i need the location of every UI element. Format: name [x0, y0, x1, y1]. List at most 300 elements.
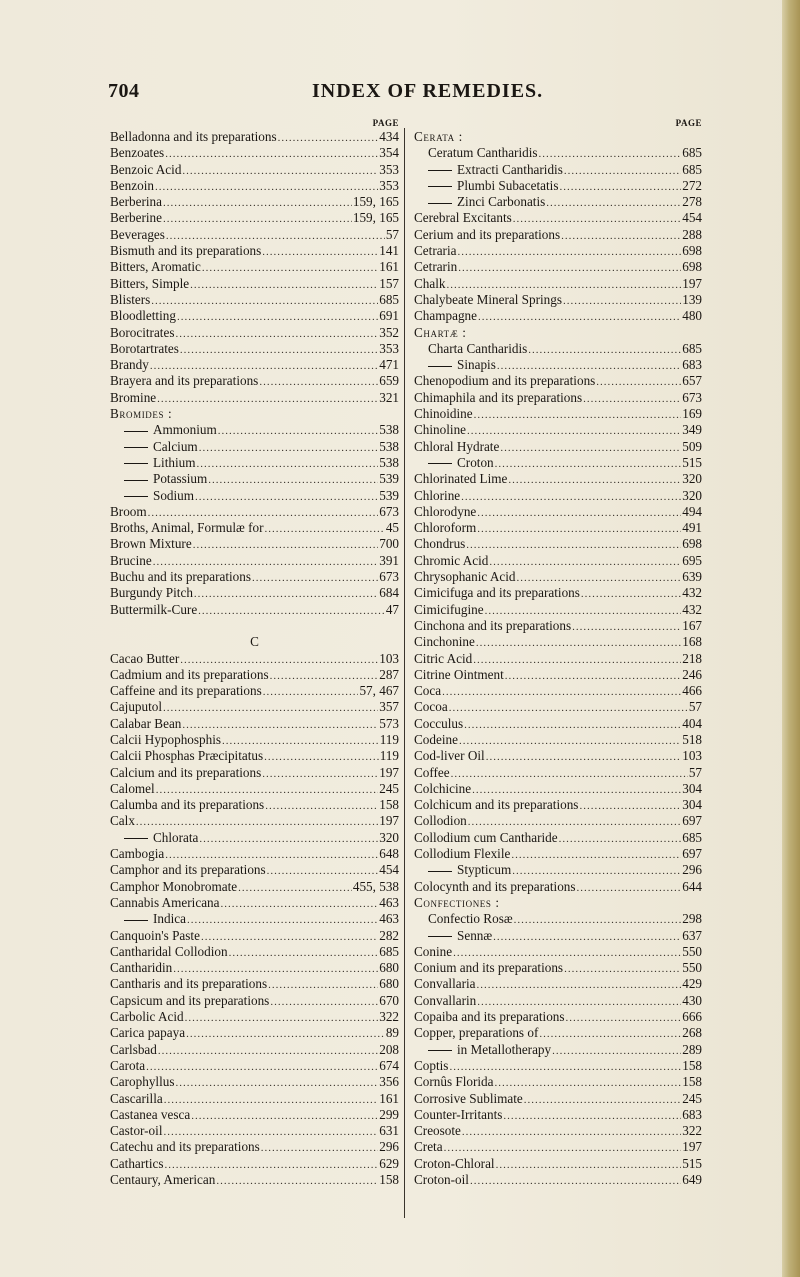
index-entry	[414, 357, 702, 373]
index-entry-page: 670	[379, 992, 399, 1008]
dot-leader	[462, 1124, 681, 1139]
index-entry-label	[414, 194, 545, 210]
index-entry	[110, 683, 399, 699]
index-entry-label	[414, 276, 446, 292]
index-entry	[110, 928, 399, 944]
index-entry-text: Cannabis Americana	[110, 894, 220, 910]
index-entry-label	[414, 765, 450, 781]
index-entry-page: 550	[682, 943, 702, 959]
index-entry-page: 245	[379, 780, 399, 796]
index-entry-text: Calcii Phosphas Præcipitatus	[110, 748, 264, 764]
index-entry-label	[414, 1139, 443, 1155]
index-entry-label	[110, 129, 277, 145]
index-entry-page: 466	[682, 683, 702, 699]
index-entry-label	[414, 748, 485, 764]
index-entry-text: Cambogia	[110, 846, 165, 862]
index-entry-page: 320	[682, 487, 702, 503]
ditto-dash	[124, 447, 148, 448]
index-entry	[110, 145, 399, 161]
index-entry-label	[414, 976, 476, 992]
index-entry-page: 322	[682, 1123, 702, 1139]
dot-leader	[182, 717, 378, 732]
dot-leader	[477, 505, 681, 520]
dot-leader	[559, 179, 681, 194]
index-entry	[110, 357, 399, 373]
dot-leader	[514, 912, 682, 927]
index-entry-page: 539	[379, 487, 399, 503]
dot-leader	[579, 798, 681, 813]
index-entry	[414, 439, 702, 455]
index-entry-text: in Metallotherapy	[457, 1041, 552, 1057]
index-entry-label	[414, 455, 494, 471]
dot-leader	[267, 863, 379, 878]
index-entry-label	[110, 895, 220, 911]
index-entry-text: Confectio Rosæ	[428, 911, 513, 927]
dot-leader	[262, 244, 378, 259]
index-entry-page: 245	[682, 1090, 702, 1106]
index-entry-text: Bismuth and its preparations	[110, 243, 262, 259]
index-entry-text: Bitters, Aromatic	[110, 259, 201, 275]
index-entry-label	[414, 602, 484, 618]
index-entry	[414, 732, 702, 748]
index-entry-text: Croton-Chloral	[414, 1155, 495, 1171]
index-entry-text: Cinchona and its preparations	[414, 617, 572, 633]
index-entry-text: Brucine	[110, 552, 152, 568]
index-entry-page: 47	[385, 601, 399, 617]
index-entry-text: Coptis	[414, 1057, 449, 1073]
dot-leader	[268, 977, 378, 992]
index-entry	[110, 488, 399, 504]
index-entry	[110, 699, 399, 715]
index-entry-page: 680	[379, 960, 399, 976]
index-entry-page: 57, 467	[359, 683, 399, 699]
index-entry	[414, 390, 702, 406]
dot-leader	[155, 179, 378, 194]
index-entry-page: 691	[379, 308, 399, 324]
index-entry-page: 695	[682, 552, 702, 568]
index-entry-text: Cerebral Excitants	[414, 210, 512, 226]
index-entry-page: 287	[379, 666, 399, 682]
index-entry-text: Centaury, American	[110, 1172, 216, 1187]
index-entry	[414, 960, 702, 976]
right-index-list	[414, 129, 702, 1188]
dot-leader	[185, 1010, 379, 1025]
dot-leader	[202, 260, 378, 275]
index-section-heading	[414, 895, 702, 911]
dot-leader	[561, 228, 681, 243]
index-entry-text: Brandy	[110, 357, 149, 373]
index-entry	[414, 227, 702, 243]
index-entry-page: 629	[379, 1155, 399, 1171]
index-section-heading	[414, 129, 702, 145]
index-entry-label	[414, 292, 562, 308]
index-entry	[414, 813, 702, 829]
index-entry	[414, 976, 702, 992]
index-entry-label	[110, 1156, 163, 1172]
dot-leader	[148, 505, 379, 520]
index-entry-page: 246	[682, 666, 702, 682]
index-entry	[414, 830, 702, 846]
index-entry	[414, 243, 702, 259]
ditto-dash	[428, 936, 452, 937]
index-entry-label	[110, 732, 221, 748]
dot-leader	[449, 1059, 681, 1074]
index-letter-heading	[110, 634, 399, 650]
index-entry-page: 322	[379, 1009, 399, 1025]
index-entry	[414, 276, 702, 292]
index-entry-page: 674	[379, 1057, 399, 1073]
index-entry-text: Bromides :	[110, 406, 173, 422]
index-entry-label	[414, 1123, 461, 1139]
index-entry-text: Plumbi Subacetatis	[457, 177, 559, 193]
index-entry-label	[110, 406, 172, 422]
index-entry	[414, 1074, 702, 1090]
left-column-heading: PAGE	[372, 118, 399, 128]
index-entry-page: 57	[688, 699, 702, 715]
index-entry	[110, 390, 399, 406]
dot-leader	[191, 1108, 378, 1123]
dot-leader	[459, 733, 681, 748]
index-entry-page: 698	[682, 243, 702, 259]
ditto-dash	[428, 366, 452, 367]
index-entry-page: 141	[379, 243, 399, 259]
index-entry	[110, 651, 399, 667]
index-entry-label	[110, 651, 179, 667]
index-entry-text: Cetraria	[414, 243, 457, 259]
index-entry-page: 168	[682, 634, 702, 650]
index-entry-page: 685	[682, 340, 702, 356]
dot-leader	[489, 554, 681, 569]
dot-leader	[166, 228, 385, 243]
index-entry-page: 700	[379, 536, 399, 552]
index-entry	[414, 308, 702, 324]
index-entry	[110, 373, 399, 389]
index-entry-text: Caffeine and its preparations	[110, 683, 262, 699]
index-entry-page: 685	[379, 943, 399, 959]
index-entry-text: Chlorinated Lime	[414, 471, 508, 487]
index-entry-text: Cathartics	[110, 1155, 164, 1171]
index-entry-page: 356	[379, 1074, 399, 1090]
dot-leader	[259, 374, 378, 389]
index-entry	[414, 162, 702, 178]
index-entry-label	[414, 259, 457, 275]
index-entry-text: Potassium	[153, 471, 208, 487]
dot-leader	[262, 766, 378, 781]
index-entry	[414, 618, 702, 634]
index-entry	[110, 993, 399, 1009]
index-entry-text: Camphor Monobromate	[110, 878, 238, 894]
index-entry-text: Carbolic Acid	[110, 1009, 184, 1025]
index-entry-label	[110, 227, 165, 243]
ditto-dash	[124, 496, 148, 497]
index-entry	[110, 1091, 399, 1107]
index-entry-text: Bromine	[110, 389, 157, 405]
index-entry-label	[110, 928, 200, 944]
dot-leader	[473, 652, 681, 667]
index-entry-label	[414, 618, 571, 634]
dot-leader	[157, 391, 378, 406]
index-entry-page: 304	[682, 780, 702, 796]
index-entry-label	[110, 716, 181, 732]
ditto-dash	[428, 871, 452, 872]
index-entry-page: 159, 165	[352, 194, 399, 210]
dot-leader	[552, 1043, 681, 1058]
dot-leader	[449, 700, 688, 715]
right-column-heading: PAGE	[675, 118, 702, 128]
index-entry	[110, 585, 399, 601]
index-entry-label	[414, 536, 465, 552]
dot-leader	[156, 782, 379, 797]
dot-leader	[164, 1092, 378, 1107]
index-entry	[414, 911, 702, 927]
index-entry-text: Castor-oil	[110, 1123, 163, 1139]
dot-leader	[572, 619, 681, 634]
index-entry-label	[110, 1123, 162, 1139]
index-entry	[414, 1042, 702, 1058]
index-entry-page: 683	[682, 1106, 702, 1122]
index-entry-page: 429	[682, 976, 702, 992]
dot-leader	[581, 586, 681, 601]
dot-leader	[218, 423, 378, 438]
dot-leader	[577, 880, 682, 895]
index-entry-label	[414, 308, 477, 324]
dot-leader	[194, 586, 378, 601]
index-entry-text: Belladonna and its preparations	[110, 129, 277, 144]
ditto-dash	[124, 480, 148, 481]
index-entry-label	[414, 716, 463, 732]
dot-leader	[457, 244, 681, 259]
index-entry	[110, 422, 399, 438]
index-entry-page: 119	[379, 731, 399, 747]
index-entry-page: 272	[682, 177, 702, 193]
dot-leader	[444, 1140, 682, 1155]
index-entry-page: 480	[682, 308, 702, 324]
index-entry-text: Broom	[110, 503, 147, 519]
dot-leader	[461, 489, 681, 504]
index-entry	[110, 129, 399, 145]
index-entry-text: Cascarilla	[110, 1090, 163, 1106]
index-entry-text: Cadmium and its preparations	[110, 666, 269, 682]
index-entry-page: 208	[379, 1041, 399, 1057]
index-entry	[414, 259, 702, 275]
index-entry-text: Croton	[457, 454, 494, 470]
dot-leader	[466, 537, 681, 552]
index-entry-label	[414, 830, 558, 846]
index-entry-text: Chinoidine	[414, 406, 473, 422]
index-entry-label	[110, 944, 228, 960]
index-entry	[110, 781, 399, 797]
index-entry	[414, 781, 702, 797]
dot-leader	[539, 146, 682, 161]
index-entry-text: Ceratum Cantharidis	[428, 145, 538, 161]
index-entry-text: Collodion	[414, 813, 467, 829]
index-entry-text: Calumba and its preparations	[110, 797, 265, 813]
index-entry-text: Convallarin	[414, 992, 477, 1008]
index-entry	[110, 276, 399, 292]
index-entry-text: Copper, preparations of	[414, 1025, 539, 1041]
index-entry	[414, 1091, 702, 1107]
index-entry-text: Chondrus	[414, 536, 466, 552]
index-entry-page: 697	[682, 813, 702, 829]
dot-leader	[524, 1092, 681, 1107]
index-entry-label	[110, 390, 156, 406]
index-entry	[414, 716, 702, 732]
index-entry-text: Croton-oil	[414, 1172, 469, 1187]
index-entry	[110, 178, 399, 194]
index-entry-label	[414, 210, 512, 226]
index-entry	[414, 1172, 702, 1188]
dot-leader	[476, 635, 681, 650]
index-entry-label	[110, 439, 198, 455]
dot-leader	[270, 994, 378, 1009]
index-entry-text: Cerata :	[414, 129, 463, 144]
index-entry-page: 685	[682, 145, 702, 161]
dot-leader	[197, 456, 379, 471]
dot-leader	[528, 342, 681, 357]
index-entry-text: Conium and its preparations	[414, 960, 564, 976]
dot-leader	[190, 277, 378, 292]
index-entry-label	[110, 536, 192, 552]
index-entry-label	[110, 308, 176, 324]
dot-leader	[229, 945, 379, 960]
index-entry	[110, 1009, 399, 1025]
index-entry	[414, 569, 702, 585]
index-entry-text: Calcium and its preparations	[110, 764, 262, 780]
index-entry-label	[414, 1025, 538, 1041]
index-entry-page: 299	[379, 1106, 399, 1122]
dot-leader	[559, 831, 682, 846]
index-entry	[110, 259, 399, 275]
index-entry	[110, 716, 399, 732]
index-entry-page: 103	[682, 748, 702, 764]
dot-leader	[470, 1173, 681, 1188]
index-entry	[414, 520, 702, 536]
index-entry-label	[414, 504, 476, 520]
page-header	[0, 80, 770, 108]
index-entry-text: Carophyllus	[110, 1074, 175, 1090]
dot-leader	[500, 440, 681, 455]
index-entry-page: 357	[379, 699, 399, 715]
index-entry	[110, 846, 399, 862]
index-entry-text: Bitters, Simple	[110, 275, 190, 291]
index-entry-label	[414, 145, 538, 161]
dot-leader	[596, 374, 681, 389]
dot-leader	[164, 1157, 378, 1172]
index-entry	[414, 699, 702, 715]
index-entry-text: Cantharis and its preparations	[110, 976, 268, 992]
index-entry-text: Cimicifuga and its preparations	[414, 585, 580, 601]
dot-leader	[187, 912, 378, 927]
index-entry	[414, 797, 702, 813]
index-entry-label	[110, 145, 164, 161]
index-entry	[414, 341, 702, 357]
index-entry-label	[110, 1025, 185, 1041]
dot-leader	[163, 195, 352, 210]
index-entry-page: 637	[682, 927, 702, 943]
dot-leader	[467, 423, 681, 438]
index-entry-page: 515	[682, 454, 702, 470]
dot-leader	[477, 977, 682, 992]
dot-leader	[175, 1075, 378, 1090]
index-entry-page: 349	[682, 422, 702, 438]
index-entry	[110, 471, 399, 487]
index-entry-label	[414, 781, 471, 797]
index-entry	[110, 1074, 399, 1090]
index-entry	[110, 536, 399, 552]
index-entry-text: Chartæ :	[414, 324, 467, 340]
dot-leader	[477, 994, 681, 1009]
dot-leader	[175, 326, 378, 341]
index-entry-text: Buchu and its preparations	[110, 569, 251, 585]
index-entry-text: Cetrarin	[414, 259, 458, 275]
index-entry-label	[110, 276, 189, 292]
index-entry-text: Cocoa	[414, 699, 448, 715]
index-entry-page: 673	[682, 389, 702, 405]
index-entry-page: 157	[379, 275, 399, 291]
index-entry-page: 197	[379, 813, 399, 829]
index-entry	[414, 1025, 702, 1041]
index-entry-text: Corrosive Sublimate	[414, 1090, 523, 1106]
dot-leader	[442, 684, 681, 699]
index-entry-page: 538	[379, 422, 399, 438]
index-entry-label	[414, 569, 515, 585]
ditto-dash	[124, 463, 148, 464]
index-entry-page: 404	[682, 715, 702, 731]
index-entry-page: 434	[379, 129, 399, 144]
index-entry-label	[110, 162, 181, 178]
index-entry-label	[414, 1009, 565, 1025]
index-entry-text: Chlorine	[414, 487, 461, 503]
index-entry-text: Beverages	[110, 226, 165, 242]
dot-leader	[539, 1026, 681, 1041]
index-entry-label	[110, 1107, 190, 1123]
index-entry-page: 430	[682, 992, 702, 1008]
index-entry-page: 296	[379, 1139, 399, 1155]
index-entry-label	[414, 1058, 448, 1074]
dot-leader	[265, 798, 378, 813]
index-entry-label	[414, 699, 448, 715]
index-entry-label	[110, 553, 152, 569]
index-entry	[414, 536, 702, 552]
dot-leader	[199, 440, 379, 455]
index-entry-page: 278	[682, 194, 702, 210]
index-entry-label	[414, 341, 527, 357]
dot-leader	[146, 1059, 378, 1074]
index-entry-label	[110, 879, 237, 895]
index-entry-label	[414, 846, 510, 862]
index-entry-page: 685	[682, 161, 702, 177]
index-entry-page: 103	[379, 650, 399, 666]
index-entry-label	[414, 667, 504, 683]
index-entry	[110, 879, 399, 895]
index-entry-text: Camphor and its preparations	[110, 862, 266, 878]
index-entry-label	[110, 976, 267, 992]
index-entry	[110, 1156, 399, 1172]
index-entry-page: 57	[385, 226, 399, 242]
index-entry-text: Cod-liver Oil	[414, 748, 485, 764]
index-entry-page: 680	[379, 976, 399, 992]
index-entry	[110, 308, 399, 324]
right-column	[414, 118, 702, 1188]
ditto-dash	[428, 170, 452, 171]
index-entry-label	[414, 129, 463, 145]
index-entry	[110, 1042, 399, 1058]
index-entry-text: Chlorata	[153, 829, 199, 845]
index-entry-label	[414, 243, 456, 259]
index-entry-label	[414, 993, 476, 1009]
index-entry-page: 538	[379, 438, 399, 454]
index-entry	[110, 341, 399, 357]
